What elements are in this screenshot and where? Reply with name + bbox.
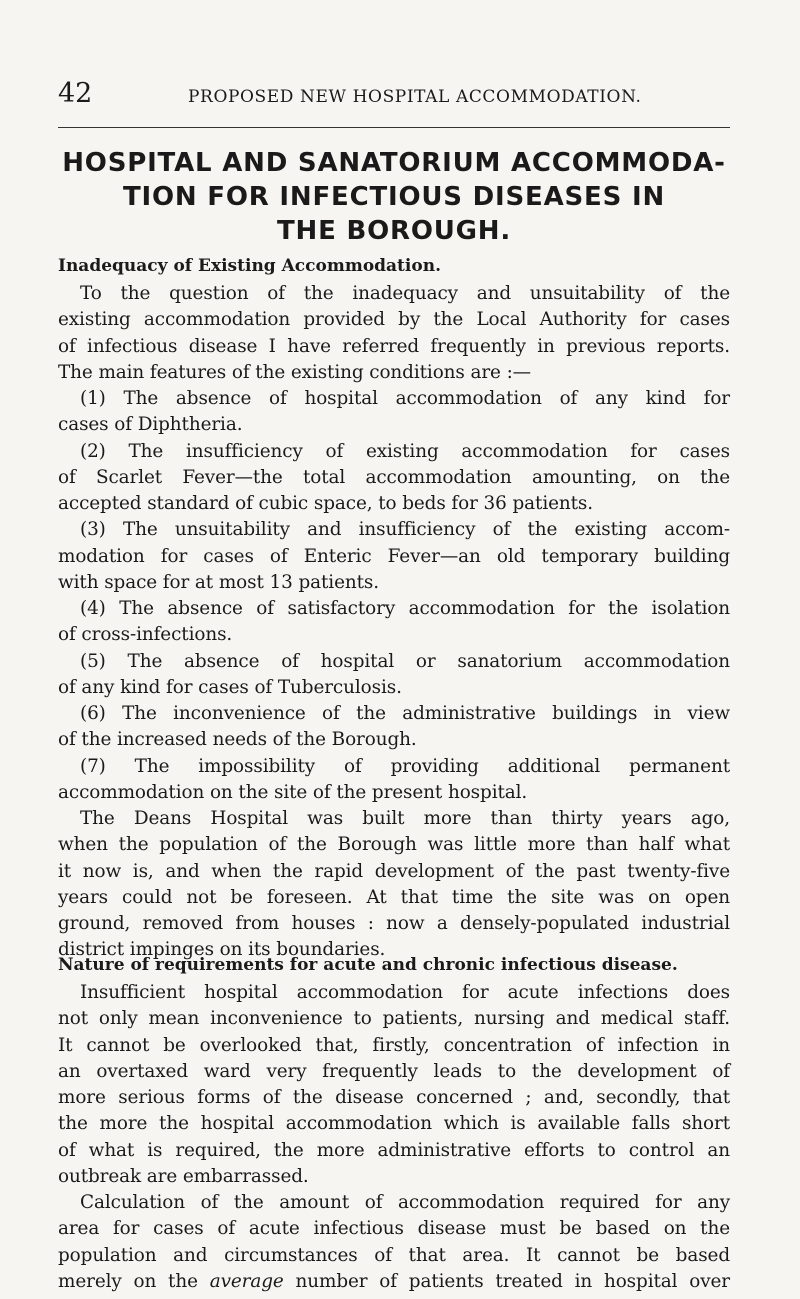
paragraph-line: when the population of the Borough was little more than half what bbox=[58, 834, 730, 856]
paragraph-line: of infectious disease I have referred frequently in previous reports. bbox=[58, 335, 730, 357]
running-title: PROPOSED NEW HOSPITAL ACCOMMODATION. bbox=[188, 87, 642, 107]
paragraph-line: district impinges on its boundaries. bbox=[58, 939, 386, 961]
list-item-line: modation for cases of Enteric Fever—an old temporary building bbox=[58, 545, 730, 567]
header-rule bbox=[58, 127, 730, 128]
list-item-line: of cross-infections. bbox=[58, 624, 233, 646]
text-run: number of patients treated in hospital over bbox=[283, 1270, 730, 1292]
heading-line: HOSPITAL AND SANATORIUM ACCOMMODA- bbox=[62, 148, 726, 178]
paragraph-line-last bbox=[58, 1269, 730, 1295]
paragraph-line: Calculation of the amount of accommodation required for any bbox=[80, 1192, 730, 1213]
paragraph-line: of what is required, the more administrative efforts to control an bbox=[58, 1139, 730, 1161]
list-item-line: (1) The absence of hospital accommodation of any kind for bbox=[80, 388, 730, 409]
subheading: Inadequacy of Existing Accommodation. bbox=[58, 256, 441, 276]
list-item-line: (5) The absence of hospital or sanatorium accommodation bbox=[80, 650, 730, 672]
paragraph-line: population and circumstances of that area. It cannot be based bbox=[58, 1244, 730, 1266]
paragraph-line: The Deans Hospital was built more than thirty years ago, bbox=[80, 808, 730, 829]
emphasis-average: average bbox=[209, 1270, 284, 1292]
paragraph-line: the more the hospital accommodation which is available falls short bbox=[58, 1113, 730, 1135]
paragraph-line: area for cases of acute infectious disease must be based on the bbox=[58, 1218, 730, 1240]
paragraph-line: Insufficient hospital accommodation for acute infections does bbox=[80, 982, 730, 1003]
list-item-line: accepted standard of cubic space, to beds for 36 patients. bbox=[58, 493, 594, 514]
text-run: merely on the bbox=[58, 1270, 210, 1292]
paragraph-line: not only mean inconvenience to patients, nursing and medical staff. bbox=[58, 1008, 730, 1030]
list-item-line: (6) The inconvenience of the administrative buildings in view bbox=[80, 703, 730, 724]
paragraph-line: To the question of the inadequacy and unsuitability of the bbox=[80, 283, 730, 304]
list-item-line: of any kind for cases of Tuberculosis. bbox=[58, 676, 402, 698]
list-item-line: (2) The insufficiency of existing accommodation for cases bbox=[80, 440, 730, 462]
heading-line: TION FOR INFECTIOUS DISEASES IN bbox=[122, 182, 666, 212]
section-inadequacy bbox=[58, 254, 730, 964]
page-number: 42 bbox=[58, 78, 93, 109]
paragraph-line: an overtaxed ward very frequently leads to the development of bbox=[58, 1060, 730, 1082]
running-header bbox=[58, 78, 730, 124]
list-item-line: (4) The absence of satisfactory accommodation for the isolation bbox=[80, 598, 730, 619]
list-item-line: accommodation on the site of the present hospital. bbox=[58, 781, 528, 803]
paragraph-line: The main features of the existing conditions are :— bbox=[58, 361, 531, 383]
section-heading bbox=[58, 146, 730, 248]
list-item-line: of the increased needs of the Borough. bbox=[58, 729, 417, 751]
paragraph-line: ground, removed from houses : now a densely-populated industrial bbox=[58, 913, 730, 934]
subheading: Nature of requirements for acute and chronic infectious disease. bbox=[58, 955, 678, 975]
paragraph-line: it now is, and when the rapid development of the past twenty-five bbox=[58, 860, 730, 882]
heading-line: THE BOROUGH. bbox=[276, 216, 512, 246]
paragraph-line: existing accommodation provided by the Local Authority for cases bbox=[58, 309, 730, 331]
list-item-line: of Scarlet Fever—the total accommodation amounting, on the bbox=[58, 466, 730, 488]
paragraph-line: outbreak are embarrassed. bbox=[58, 1165, 309, 1187]
paragraph-line: more serious forms of the disease concerned ; and, secondly, that bbox=[58, 1087, 730, 1108]
paragraph-line: It cannot be overlooked that, firstly, concentration of infection in bbox=[58, 1034, 730, 1056]
list-item-line: (7) The impossibility of providing additional permanent bbox=[80, 755, 730, 777]
paragraph-line: years could not be foreseen. At that time the site was on open bbox=[58, 886, 730, 908]
list-item-line: (3) The unsuitability and insufficiency of the existing accom- bbox=[80, 519, 730, 541]
section-requirements bbox=[58, 953, 730, 1295]
list-item-line: cases of Diphtheria. bbox=[58, 414, 243, 436]
list-item-line: with space for at most 13 patients. bbox=[58, 571, 379, 593]
